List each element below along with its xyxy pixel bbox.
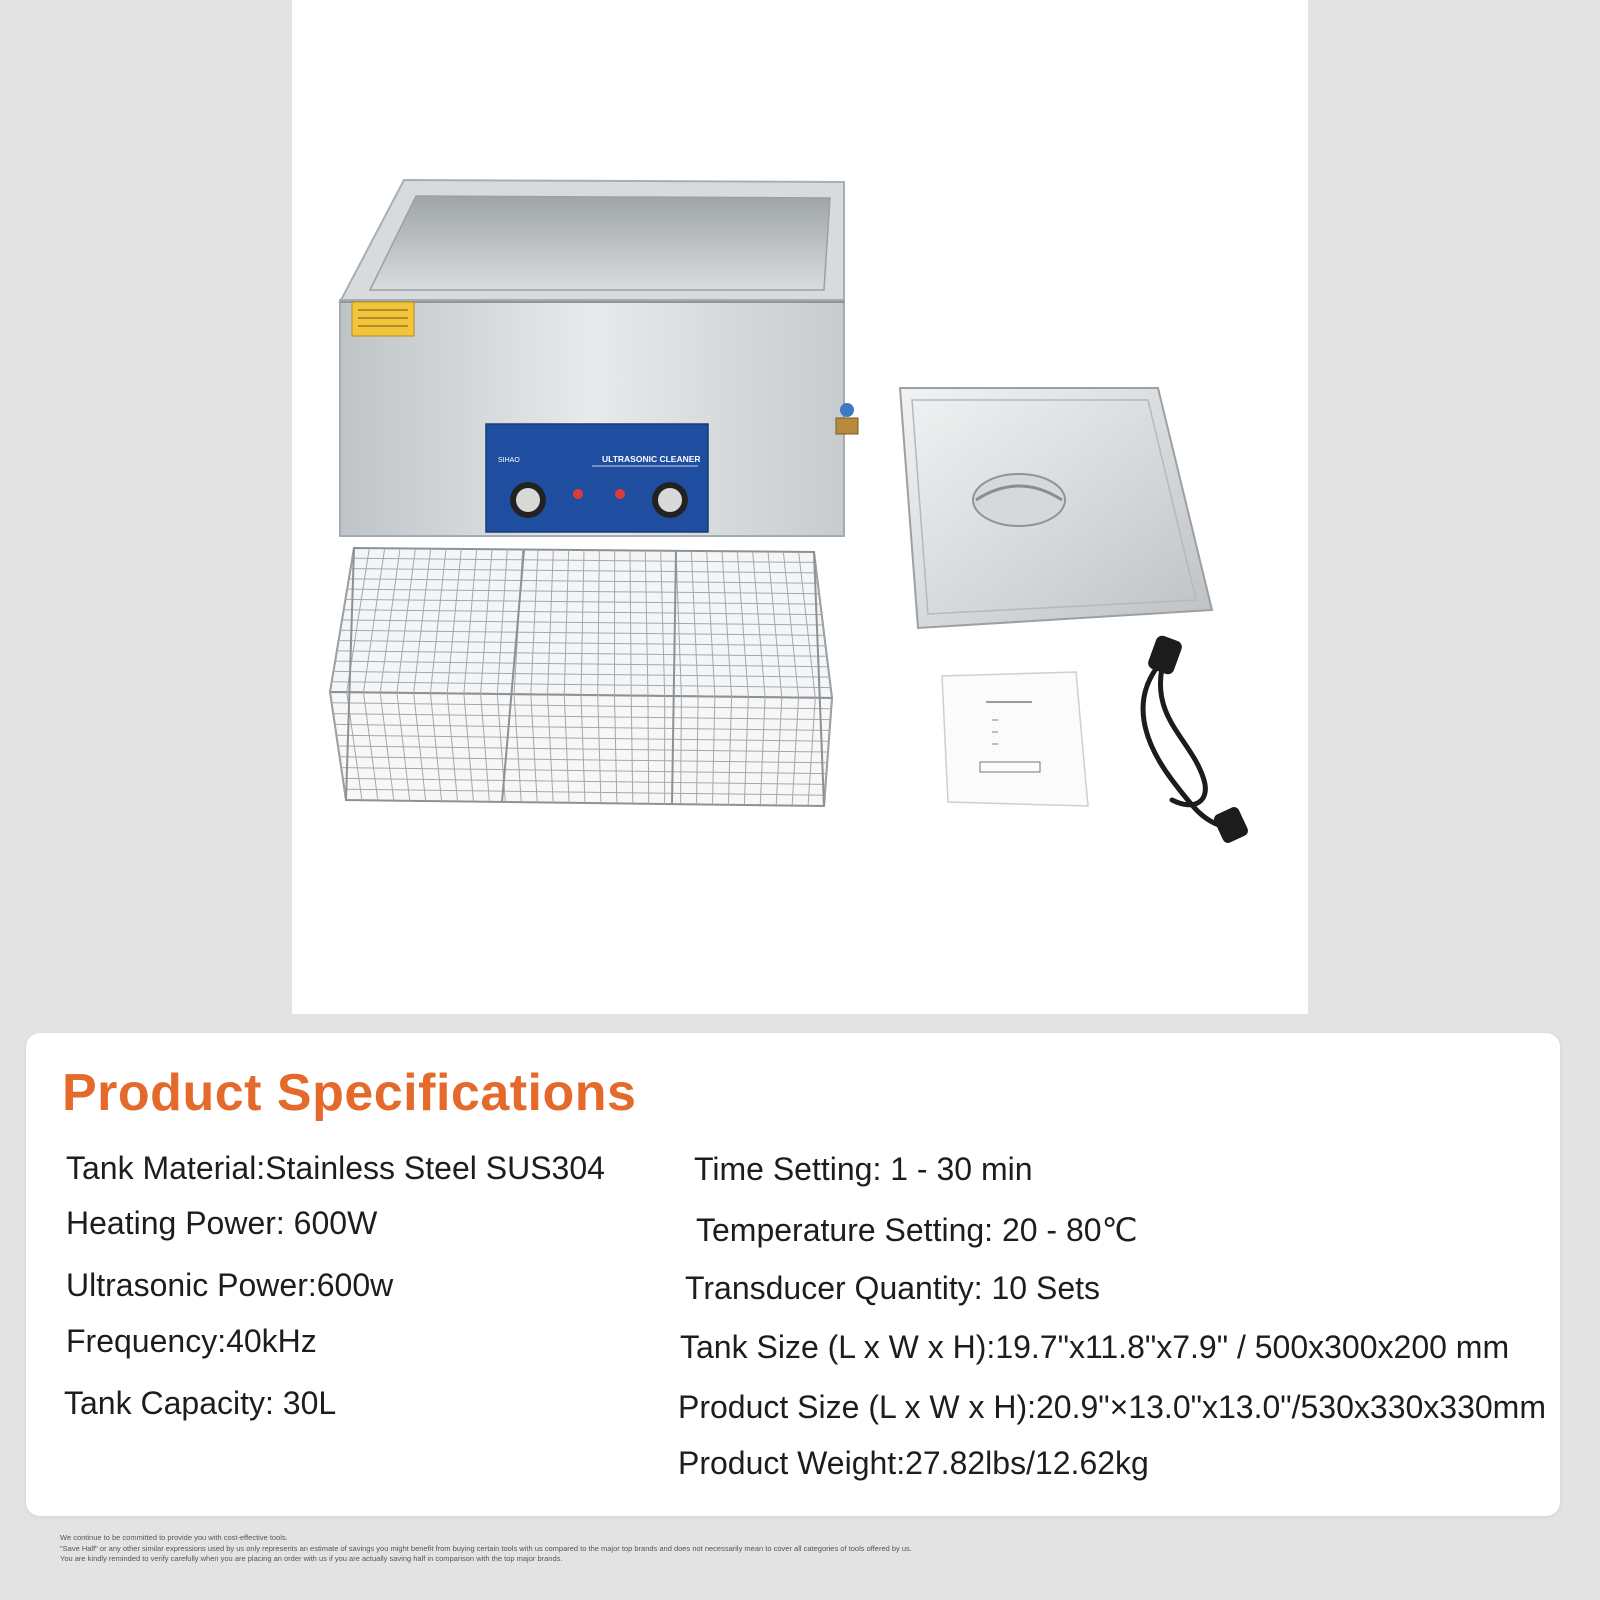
spec-frequency: Frequency:40kHz: [66, 1323, 317, 1359]
spec-transducer-quantity: Transducer Quantity: 10 Sets: [685, 1270, 1101, 1306]
fine-print-line: We continue to be committed to provide you with cost-effective tools.: [60, 1533, 288, 1542]
fine-print-line: You are kindly reminded to verify carefully when you are placing an order with us if you are actually saving half in comparison with the top major brands.: [60, 1554, 563, 1563]
spec-tank-size: Tank Size (L x W x H):19.7"x11.8"x7.9" / 500x300x200 mm: [680, 1329, 1510, 1365]
spec-temperature-setting: Temperature Setting: 20 - 80℃: [696, 1212, 1138, 1248]
panel-label: ULTRASONIC CLEANER: [602, 454, 701, 464]
lid-handle: [973, 474, 1065, 526]
tank-lid: [900, 388, 1212, 628]
fine-print-line: "Save Half" or any other similar expressions used by us only represents an estimate of savings you might benefit from buying certain tools with us compared to the major top brands and does not necessarily mean to cover all categories of tools offered by us.: [60, 1543, 912, 1553]
specifications-card: [26, 1033, 1560, 1516]
power-cord: [1143, 637, 1246, 841]
spec-time-setting: Time Setting: 1 - 30 min: [694, 1151, 1033, 1187]
user-manual: [942, 672, 1088, 806]
product-photo: [292, 0, 1308, 1014]
spec-tank-capacity: Tank Capacity: 30L: [64, 1385, 337, 1421]
spec-product-weight: Product Weight:27.82lbs/12.62kg: [678, 1445, 1149, 1481]
spec-ultrasonic-power: Ultrasonic Power:600w: [66, 1267, 394, 1303]
spec-product-size: Product Size (L x W x H):20.9"×13.0"x13.0"/530x330x330mm: [678, 1389, 1546, 1425]
ultrasonic-cleaner-illustration: [292, 0, 1308, 1014]
power-indicator-light: [573, 489, 583, 499]
spec-heating-power: Heating Power: 600W: [66, 1205, 378, 1241]
cord-connector: [1216, 809, 1247, 842]
heat-indicator-light: [615, 489, 625, 499]
panel-brand: SIHAO: [498, 457, 520, 464]
control-panel: [486, 424, 708, 532]
spec-tank-material: Tank Material:Stainless Steel SUS304: [66, 1150, 605, 1186]
specifications-title: Product Specifications: [62, 1064, 637, 1122]
fine-print-disclaimer: [60, 1533, 1110, 1565]
wire-basket: [330, 548, 832, 806]
